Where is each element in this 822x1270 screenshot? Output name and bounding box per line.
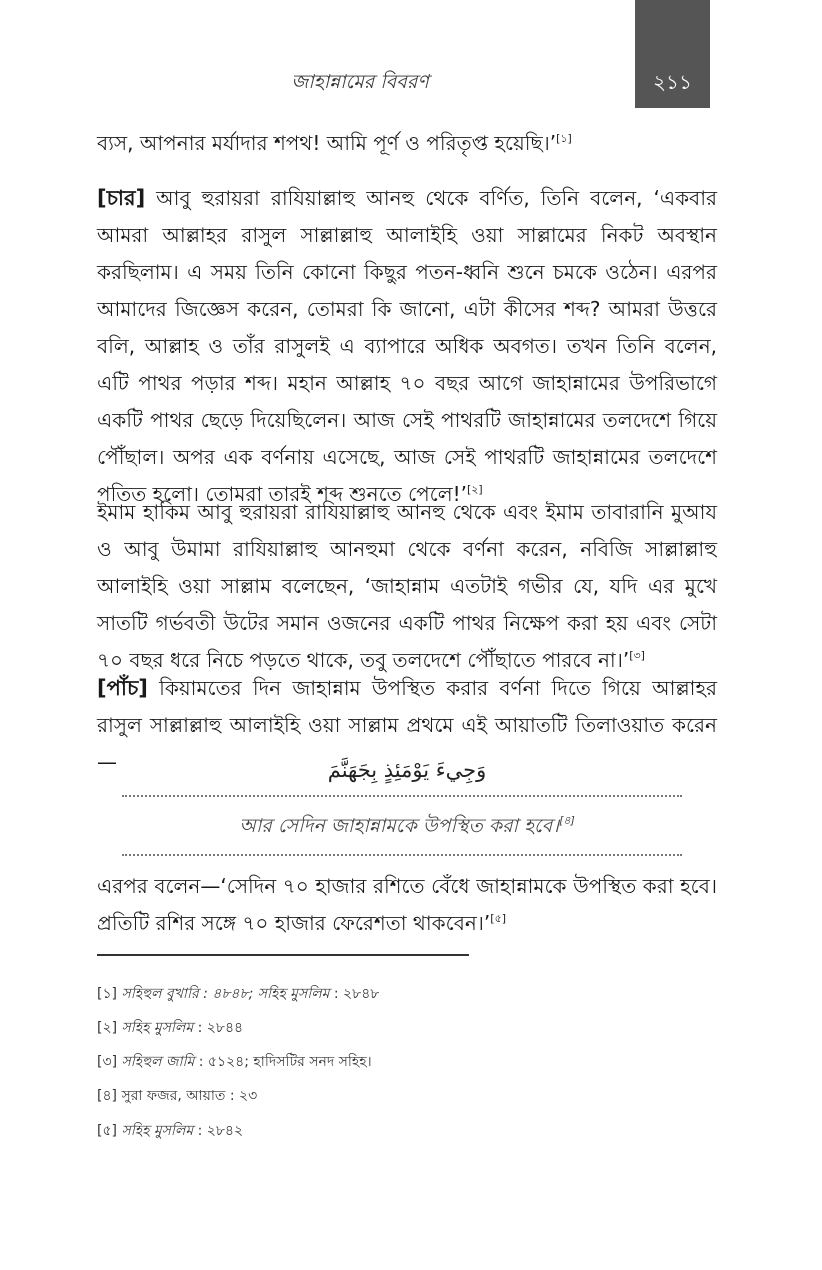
section-marker: [পাঁচ] [97,676,148,700]
paragraph-1 [97,125,717,162]
footnote-number: [২] [97,1020,118,1036]
paragraph-text: ইমাম হাকিম আবু হুরায়রা রাযিয়াল্লাহু আনহু থেকে এবং ইমাম তাবারানি মুআয ও আবু উমামা রাযিয়াল্লাহু আনহুমা থেকে বর্ণনা করেন, নবিজি সাল্লাল্লাহু আলাইহি ওয়া সাল্লাম বলেছেন, ‘জাহান্নাম এতটাই গভীর যে, যদি এর মুখে সাতটি গর্ভবতী উটের সমান ওজনের একটি পাথর নিক্ষেপ করা হয় এবং সেটা ৭০ বছর ধরে নিচে পড়তে থাকে, তবু তলদেশে পৌঁছাতে পারবে না।’ [97,500,717,672]
footnote-separator [97,954,469,956]
footnote-number: [১] [97,986,118,1002]
paragraph-2 [97,180,717,513]
footnote-number: [৩] [97,1054,118,1070]
verse-translation-text: আর সেদিন জাহান্নামকে উপস্থিত করা হবে। [239,815,560,837]
footnote-ref: [১] [556,132,572,145]
footnote-ref-text: : ৫১২৪; হাদিসটির সনদ সহিহ। [194,1054,372,1070]
footnote-ref: [৩] [629,649,645,662]
footnote-ref: [৫] [490,912,507,925]
footnote-ref: [৪] [559,814,575,827]
footnote-ref-text: : ২৮৪২ [193,1123,244,1139]
page-number: ২১১ [653,70,692,94]
footnote-source: সহিহ মুসলিম [121,1123,194,1139]
footnote-ref-text: : ২৮৪৪ [193,1020,244,1036]
footnote-3 [97,1050,372,1074]
footnote-source: সহিহ মুসলিম [121,1020,194,1036]
paragraph-3 [97,494,717,679]
footnote-number: [৫] [97,1123,118,1139]
paragraph-text: ব্যস, আপনার মর্যাদার শপথ! আমি পূর্ণ ও পরিতৃপ্ত হয়েছি।’ [97,131,557,155]
footnote-ref: [২] [466,483,483,496]
footnote-source: সহিহুল জামি [121,1054,195,1070]
paragraph-text: কিয়ামতের দিন জাহান্নাম উপস্থিত করার বর্ণনা দিতে গিয়ে আল্লাহর রাসুল সাল্লাল্লাহু আলাইহি ওয়া সাল্লাম প্রথমে এই আয়াতটি তিলাওয়াত করেন— [97,676,717,774]
dotted-divider [122,795,682,797]
arabic-verse: وَجِيءَ يَوْمَئِذٍ بِجَهَنَّمَ [327,758,487,782]
dotted-divider [122,854,682,856]
footnote-5 [97,1119,243,1143]
section-marker: [চার] [97,186,146,210]
footnote-ref-text: : ২৮৪৮ [329,986,380,1002]
footnote-1 [97,982,379,1006]
footnote-ref-text: সুরা ফজর, আয়াত : ২৩ [121,1088,258,1104]
paragraph-5 [97,868,717,942]
footnote-2 [97,1016,243,1040]
page-number-tab [635,0,710,108]
paragraph-text: আবু হুরায়রা রাযিয়াল্লাহু আনহু থেকে বর্ণিত, তিনি বলেন, ‘একবার আমরা আল্লাহর রাসুল সাল্লাল্লাহু আলাইহি ওয়া সাল্লামের নিকট অবস্থান করছিলাম। এ সময় তিনি কোনো কিছুর পতন-ধ্বনি শুনে চমকে ওঠেন। এরপর আমাদের জিজ্ঞেস করেন, তোমরা কি জানো, এটা কীসের শব্দ? আমরা উত্তরে বলি, আল্লাহ ও তাঁর রাসুলই এ ব্যাপারে অধিক অবগত। তখন তিনি বলেন, এটি পাথর পড়ার শব্দ। মহান আল্লাহ ৭০ বছর আগে জাহান্নামের উপরিভাগে একটি পাথর ছেড়ে দিয়েছিলেন। আজ সেই পাথরটি জাহান্নামের তলদেশে গিয়ে পৌঁছাল। অপর এক বর্ণনায় এসেছে, আজ সেই পাথরটি জাহান্নামের তলদেশে পতিত হলো। তোমরা তারই শব্দ শুনতে পেলে!’ [97,186,717,506]
footnote-number: [৪] [97,1088,118,1104]
verse-translation [97,812,717,844]
footnote-source: সহিহুল বুখারি : ৪৮৪৮; সহিহ মুসলিম [121,986,330,1002]
running-header-title: জাহান্নামের বিবরণ [291,71,429,93]
footnote-4 [97,1084,257,1108]
paragraph-text: এরপর বলেন—‘সেদিন ৭০ হাজার রশিতে বেঁধে জাহান্নামকে উপস্থিত করা হবে। প্রতিটি রশির সঙ্গে ৭০ হাজার ফেরেশতা থাকবেন।’ [97,874,717,935]
